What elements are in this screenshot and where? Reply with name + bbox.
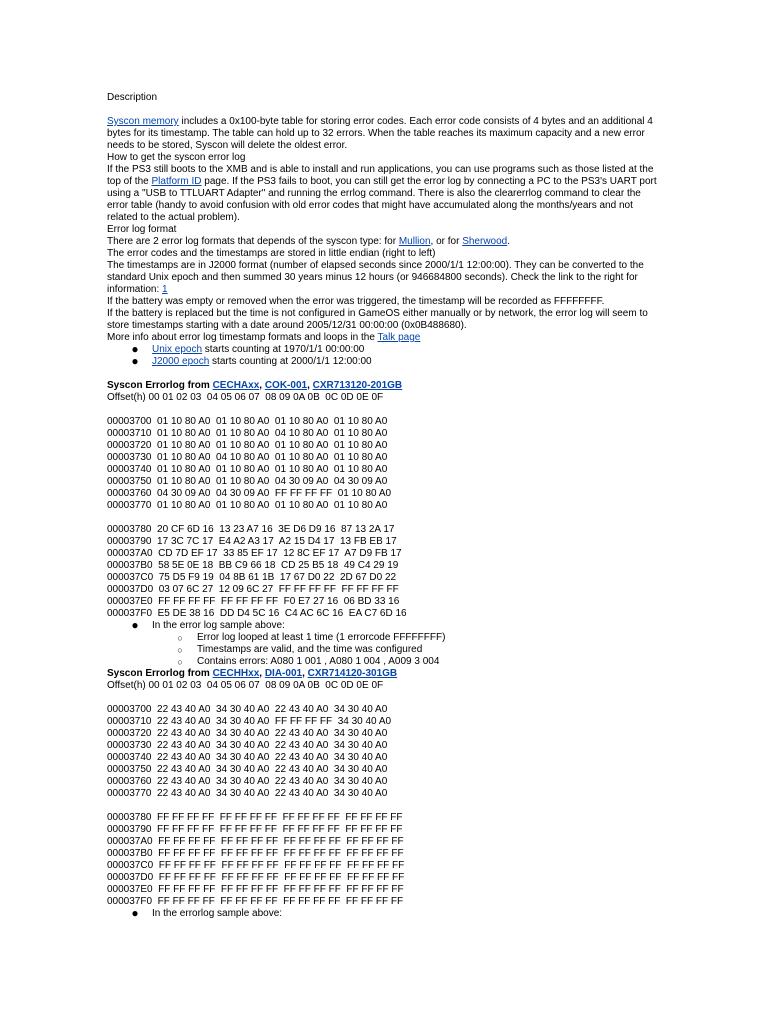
unix-epoch-link[interactable]: Unix epoch <box>152 344 203 355</box>
hex-row: 00003780 FF FF FF FF FF FF FF FF FF FF FF FF FF FF FF FF <box>107 812 403 823</box>
hex-row: 00003770 01 10 80 A0 01 10 80 A0 01 10 80 A0 01 10 80 A0 <box>107 500 388 511</box>
cechaxx-link[interactable]: CECHAxx <box>212 380 260 391</box>
bullet-circle-icon: ○ <box>177 645 183 655</box>
battery-replaced-line-1: If the battery is replaced but the time is not configured in GameOS either manually or by network, the error log will seem to <box>107 308 648 319</box>
mullion-link[interactable]: Mullion <box>398 236 431 247</box>
sample1-hex-block-1 <box>107 416 662 512</box>
bullet-dot-icon: ● <box>131 906 139 920</box>
j2000-line-2: standard Unix epoch and then summed 30 years minus 12 hours (or 946684800 seconds). Check the link to the right for <box>107 272 638 283</box>
hex-row: 000037F0 FF FF FF FF FF FF FF FF FF FF FF FF FF FF FF FF <box>107 896 404 907</box>
sample1-title: Syscon Errorlog from CECHAxx, COK-001, CXR713120-201GB <box>107 380 403 391</box>
sample1-note-item: ○ Timestamps are valid, and the time was configured <box>107 644 662 656</box>
hex-row: 00003730 01 10 80 A0 04 10 80 A0 01 10 80 A0 01 10 80 A0 <box>107 452 388 463</box>
intro-paragraph <box>107 116 662 152</box>
intro-text: includes a 0x100-byte table for storing error codes. Each error code consists of 4 bytes and an additional 4 bytes for its timestamp. The table can hold up to 32 errors. When the table reaches its maximum capacity and a new error needs to be stored, Syscon will delete the oldest error. <box>107 116 653 151</box>
cxr714120-301gb-link[interactable]: CXR714120-301GB <box>307 668 398 679</box>
hex-row: 00003710 22 43 40 A0 34 30 40 A0 FF FF FF FF 34 30 40 A0 <box>107 716 392 727</box>
hex-row: 00003770 22 43 40 A0 34 30 40 A0 22 43 40 A0 34 30 40 A0 <box>107 788 388 799</box>
format-types-line: There are 2 error log formats that depends of the syscon type: for Mullion, or for Sherwood. <box>107 236 511 247</box>
hex-row: 00003700 01 10 80 A0 01 10 80 A0 01 10 80 A0 01 10 80 A0 <box>107 416 388 427</box>
hex-row: 00003700 22 43 40 A0 34 30 40 A0 22 43 40 A0 34 30 40 A0 <box>107 704 388 715</box>
hex-row: 00003760 22 43 40 A0 34 30 40 A0 22 43 40 A0 34 30 40 A0 <box>107 776 388 787</box>
bullet-dot-icon: ● <box>131 342 139 356</box>
hex-row: 00003760 04 30 09 A0 04 30 09 A0 FF FF FF FF 01 10 80 A0 <box>107 488 392 499</box>
bullet-dot-icon: ● <box>131 354 139 368</box>
hex-row: 00003750 01 10 80 A0 01 10 80 A0 04 30 09 A0 04 30 09 A0 <box>107 476 388 487</box>
hex-row: 00003740 01 10 80 A0 01 10 80 A0 01 10 80 A0 01 10 80 A0 <box>107 464 388 475</box>
hex-row: 000037E0 FF FF FF FF FF FF FF FF FF FF FF FF FF FF FF FF <box>107 884 404 895</box>
battery-replaced-line-2: store timestamps starting with a date around 2005/12/31 00:00:00 (0x0B488680). <box>107 320 467 331</box>
j2000-epoch-link[interactable]: J2000 epoch <box>152 356 210 367</box>
battery-empty-line: If the battery was empty or removed when the error was triggered, the timestamp will be recorded as FFFFFFFF. <box>107 296 605 307</box>
document-page <box>107 92 662 920</box>
sample1-note-item: ○ Contains errors: A080 1 001 , A080 1 004 , A009 3 004 <box>107 656 662 668</box>
syscon-memory-link[interactable]: Syscon memory <box>107 116 179 127</box>
hex-row: 00003720 22 43 40 A0 34 30 40 A0 22 43 40 A0 34 30 40 A0 <box>107 728 388 739</box>
section-heading: Description <box>107 92 158 103</box>
sample2-notes-title: ● In the errorlog sample above: <box>131 906 283 920</box>
sample2-offset-header: Offset(h) 00 01 02 03 04 05 06 07 08 09 0A 0B 0C 0D 0E 0F <box>107 680 384 691</box>
epoch-list-item: ● Unix epoch starts counting at 1970/1/1 00:00:00 <box>131 342 365 356</box>
hex-row: 00003790 FF FF FF FF FF FF FF FF FF FF FF FF FF FF FF FF <box>107 824 403 835</box>
sample1-notes-title: ● In the error log sample above: <box>131 618 285 632</box>
hex-row: 00003730 22 43 40 A0 34 30 40 A0 22 43 40 A0 34 30 40 A0 <box>107 740 388 751</box>
dia-001-link[interactable]: DIA-001 <box>264 668 303 679</box>
hex-row: 000037E0 FF FF FF FF FF FF FF FF F0 E7 27 16 06 BD 33 16 <box>107 596 400 607</box>
hex-row: 00003750 22 43 40 A0 34 30 40 A0 22 43 40 A0 34 30 40 A0 <box>107 764 388 775</box>
reference-1-link[interactable]: 1 <box>162 284 168 295</box>
epoch-list-item: ● J2000 epoch starts counting at 2000/1/1 12:00:00 <box>131 354 372 368</box>
how-to-title: How to get the syscon error log <box>107 152 246 163</box>
sherwood-link[interactable]: Sherwood <box>462 236 508 247</box>
cok-001-link[interactable]: COK-001 <box>264 380 308 391</box>
endian-line: The error codes and the timestamps are stored in little endian (right to left) <box>107 248 436 259</box>
how-to-line-3: using a "USB to TTLUART Adapter" and running the errlog command. There is also the clearerrlog command to clear the <box>107 188 641 199</box>
cechhxx-link[interactable]: CECHHxx <box>212 668 260 679</box>
hex-row: 000037A0 FF FF FF FF FF FF FF FF FF FF FF FF FF FF FF FF <box>107 836 404 847</box>
hex-row: 00003740 22 43 40 A0 34 30 40 A0 22 43 40 A0 34 30 40 A0 <box>107 752 388 763</box>
hex-row: 00003720 01 10 80 A0 01 10 80 A0 01 10 80 A0 01 10 80 A0 <box>107 440 388 451</box>
sample1-offset-header: Offset(h) 00 01 02 03 04 05 06 07 08 09 0A 0B 0C 0D 0E 0F <box>107 392 384 403</box>
hex-row: 000037D0 03 07 6C 27 12 09 6C 27 FF FF FF FF FF FF FF FF <box>107 584 399 595</box>
hex-row: 000037F0 E5 DE 38 16 DD D4 5C 16 C4 AC 6C 16 EA C7 6D 16 <box>107 608 407 619</box>
hex-row: 000037A0 CD 7D EF 17 33 85 EF 17 12 8C EF 17 A7 D9 FB 17 <box>107 548 402 559</box>
hex-row: 000037B0 FF FF FF FF FF FF FF FF FF FF FF FF FF FF FF FF <box>107 848 404 859</box>
sample2-hex-block-1 <box>107 704 662 800</box>
bullet-dot-icon: ● <box>131 618 139 632</box>
how-to-line-2: top of the Platform ID page. If the PS3 fails to boot, you can still get the error log by connecting a PC to the PS3's UART port <box>107 176 657 187</box>
more-info-line: More info about error log timestamp formats and loops in the Talk page <box>107 332 421 343</box>
talk-page-link[interactable]: Talk page <box>377 332 421 343</box>
sample2-title: Syscon Errorlog from CECHHxx, DIA-001, CXR714120-301GB <box>107 668 398 679</box>
sample1-hex-block-2 <box>107 524 662 620</box>
how-to-line-5: related to the actual problem). <box>107 212 240 223</box>
bullet-circle-icon: ○ <box>177 633 183 643</box>
hex-row: 000037C0 FF FF FF FF FF FF FF FF FF FF FF FF FF FF FF FF <box>107 860 405 871</box>
sample1-note-item: ○ Error log looped at least 1 time (1 errorcode FFFFFFFF) <box>107 632 662 644</box>
hex-row: 00003710 01 10 80 A0 01 10 80 A0 04 10 80 A0 01 10 80 A0 <box>107 428 388 439</box>
sample2-hex-block-2 <box>107 812 662 908</box>
hex-row: 000037B0 58 5E 0E 18 BB C9 66 18 CD 25 B5 18 49 C4 29 19 <box>107 560 399 571</box>
j2000-line-1: The timestamps are in J2000 format (number of elapsed seconds since 2000/1/1 12:00:00). They can be converted to the <box>107 260 644 271</box>
hex-row: 00003780 20 CF 6D 16 13 23 A7 16 3E D6 D9 16 87 13 2A 17 <box>107 524 395 535</box>
hex-row: 00003790 17 3C 7C 17 E4 A2 A3 17 A2 15 D4 17 13 FB EB 17 <box>107 536 397 547</box>
hex-row: 000037C0 75 D5 F9 19 04 8B 61 1B 17 67 D0 22 2D 67 D0 22 <box>107 572 397 583</box>
platform-id-link[interactable]: Platform ID <box>151 176 202 187</box>
hex-row: 000037D0 FF FF FF FF FF FF FF FF FF FF FF FF FF FF FF FF <box>107 872 405 883</box>
format-title: Error log format <box>107 224 177 235</box>
bullet-circle-icon: ○ <box>177 657 183 667</box>
cxr713120-201gb-link[interactable]: CXR713120-201GB <box>312 380 403 391</box>
j2000-line-3: information: 1 <box>107 284 168 295</box>
how-to-line-1: If the PS3 still boots to the XMB and is able to install and run applications, you can use programs such as those listed at the <box>107 164 654 175</box>
how-to-line-4: error table (handy to avoid confusion with old error codes that might have accumulated along the months/years and not <box>107 200 633 211</box>
